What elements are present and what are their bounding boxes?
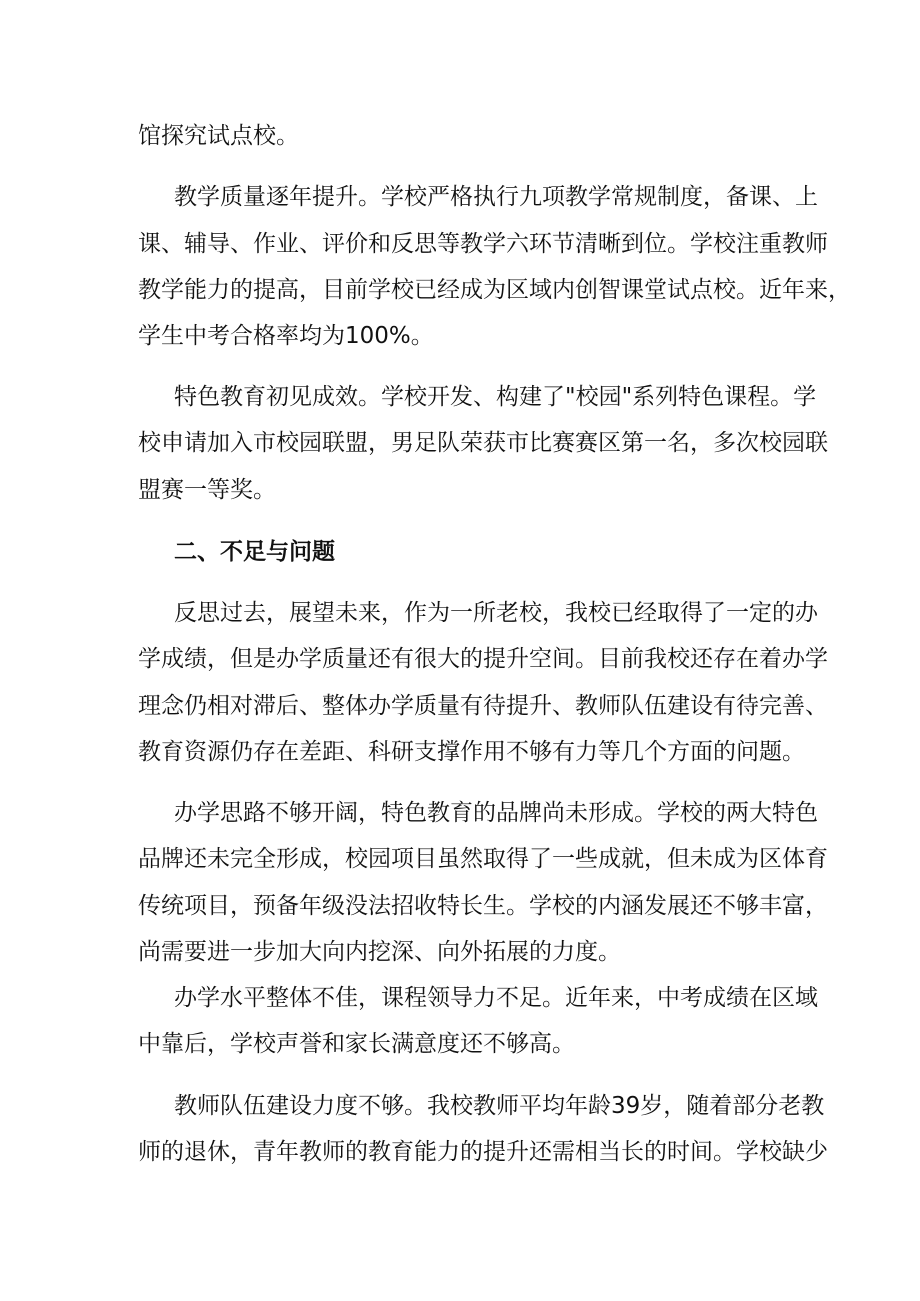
text-line: 传统项目，预备年级没法招收特长生。学校的内涵发展还不够丰富，: [138, 893, 828, 919]
text-line: 校申请加入市校园联盟，男足队荣获市比赛赛区第一名，多次校园联: [138, 430, 828, 456]
text-line: 中靠后，学校声誉和家长满意度还不够高。: [138, 1031, 575, 1057]
paragraph-line: 办学思路不够开阔，特色教育的品牌尚未形成。学校的两大特色: [174, 800, 818, 826]
section-heading: 二、不足与问题: [174, 539, 335, 565]
paragraph-line: 反思过去，展望未来，作为一所老校，我校已经取得了一定的办: [174, 600, 818, 626]
text-line: 盟赛一等奖。: [138, 477, 276, 503]
paragraph-line: 特色教育初见成效。学校开发、构建了"校园"系列特色课程。学: [174, 384, 817, 410]
text-line: 学成绩，但是办学质量还有很大的提升空间。目前我校还存在着办学: [138, 646, 828, 672]
text-line: 学生中考合格率均为100%。: [138, 323, 434, 349]
text-line: 教学能力的提高，目前学校已经成为区域内创智课堂试点校。近年来，: [138, 277, 851, 303]
paragraph-line: 教师队伍建设力度不够。我校教师平均年龄39岁，随着部分老教: [174, 1093, 825, 1119]
text-line: 理念仍相对滞后、整体办学质量有待提升、教师队伍建设有待完善、: [138, 693, 828, 719]
text-line: 品牌还未完全形成，校园项目虽然取得了一些成就，但未成为区体育: [138, 846, 828, 872]
paragraph-line: 教学质量逐年提升。学校严格执行九项教学常规制度，备课、上: [174, 184, 818, 210]
text-line: 馆探究试点校。: [138, 123, 299, 149]
text-line: 师的退休，青年教师的教育能力的提升还需相当长的时间。学校缺少: [138, 1139, 828, 1165]
text-line: 教育资源仍存在差距、科研支撑作用不够有力等几个方面的问题。: [138, 739, 805, 765]
text-line: 课、辅导、作业、评价和反思等教学六环节清晰到位。学校注重教师: [138, 231, 828, 257]
paragraph-line: 办学水平整体不佳，课程领导力不足。近年来，中考成绩在区域: [174, 985, 818, 1011]
text-line: 尚需要进一步加大向内挖深、向外拓展的力度。: [138, 939, 621, 965]
